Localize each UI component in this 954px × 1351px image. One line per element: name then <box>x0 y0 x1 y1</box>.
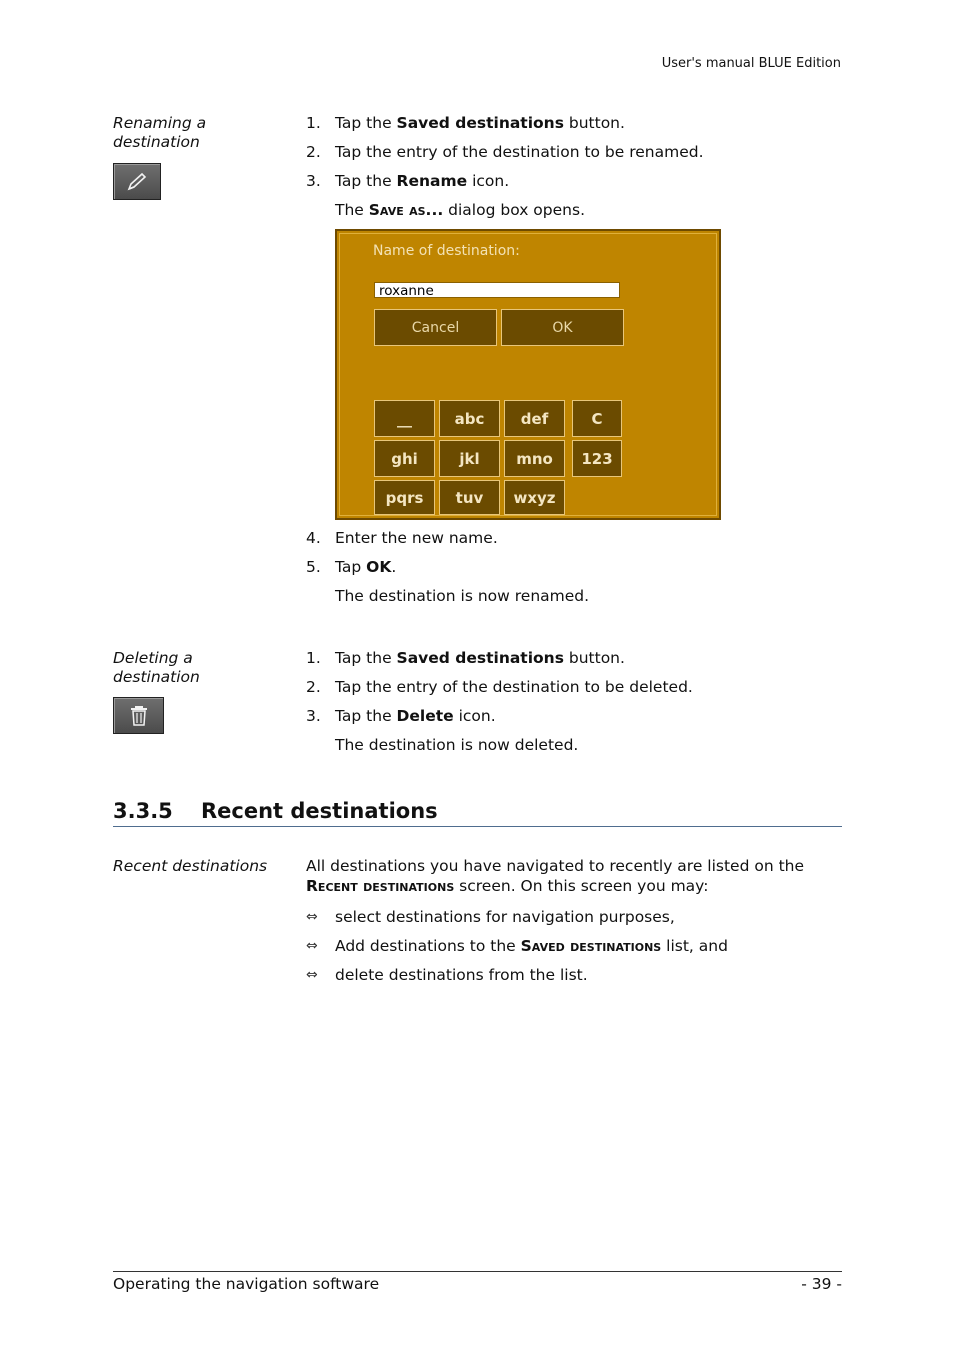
rename-steps-continued <box>306 524 589 611</box>
key-wxyz[interactable]: wxyz <box>504 480 565 515</box>
manual-title: User's manual BLUE Edition <box>661 56 841 71</box>
rename-step-4: 4. Enter the new name. <box>306 529 498 547</box>
key-abc[interactable]: abc <box>439 400 500 437</box>
rename-step-5: 5. Tap OK. <box>306 558 397 576</box>
section-heading <box>113 799 842 827</box>
delete-step-1: 1. Tap the Saved destinations button. <box>306 649 625 667</box>
ok-button[interactable]: OK <box>501 309 624 346</box>
key-def[interactable]: def <box>504 400 565 437</box>
delete-steps <box>306 644 693 760</box>
list-item: ⇔ select destinations for navigation purposes, <box>306 903 728 932</box>
delete-side-label: Deleting a destination <box>113 649 200 686</box>
key-clear[interactable]: C <box>572 400 622 437</box>
double-arrow-icon: ⇔ <box>306 967 318 983</box>
rename-result: The destination is now renamed. <box>335 587 590 605</box>
list-item: ⇔ Add destinations to the Saved destinations list, and <box>306 932 728 961</box>
footer-chapter: Operating the navigation software <box>113 1275 380 1293</box>
double-arrow-icon: ⇔ <box>306 909 318 925</box>
delete-step-2: 2. Tap the entry of the destination to be deleted. <box>306 678 693 696</box>
key-space[interactable]: __ <box>374 400 435 437</box>
delete-result: The destination is now deleted. <box>335 736 579 754</box>
dialog-note: The Save as... dialog box opens. <box>335 201 585 219</box>
key-ghi[interactable]: ghi <box>374 440 435 477</box>
rename-side-label: Renaming a destination <box>113 114 207 151</box>
trash-icon <box>113 697 164 734</box>
recent-side-label: Recent destinations <box>113 857 268 875</box>
recent-paragraph: All destinations you have navigated to recently are listed on the Recent destinations screen. On this screen you may: <box>306 857 805 895</box>
section-title: Recent destinations <box>201 799 438 823</box>
double-arrow-icon: ⇔ <box>306 938 318 954</box>
rename-step-2: 2. Tap the entry of the destination to be renamed. <box>306 143 704 161</box>
page-footer <box>113 1271 842 1293</box>
dialog-name-label: Name of destination: <box>373 243 520 259</box>
rename-pencil-icon <box>113 163 161 200</box>
rename-step-3: 3. Tap the Rename icon. <box>306 172 510 190</box>
recent-bullets <box>306 903 728 990</box>
rename-steps <box>306 109 704 225</box>
key-numbers[interactable]: 123 <box>572 440 622 477</box>
key-mno[interactable]: mno <box>504 440 565 477</box>
save-as-dialog <box>335 229 721 520</box>
page-number: - 39 - <box>801 1275 842 1293</box>
destination-name-input[interactable]: roxanne <box>374 282 620 298</box>
section-number: 3.3.5 <box>113 799 173 823</box>
cancel-button[interactable]: Cancel <box>374 309 497 346</box>
key-pqrs[interactable]: pqrs <box>374 480 435 515</box>
rename-step-1: 1. Tap the Saved destinations button. <box>306 114 625 132</box>
list-item: ⇔ delete destinations from the list. <box>306 961 728 990</box>
delete-step-3: 3. Tap the Delete icon. <box>306 707 496 725</box>
key-jkl[interactable]: jkl <box>439 440 500 477</box>
key-tuv[interactable]: tuv <box>439 480 500 515</box>
